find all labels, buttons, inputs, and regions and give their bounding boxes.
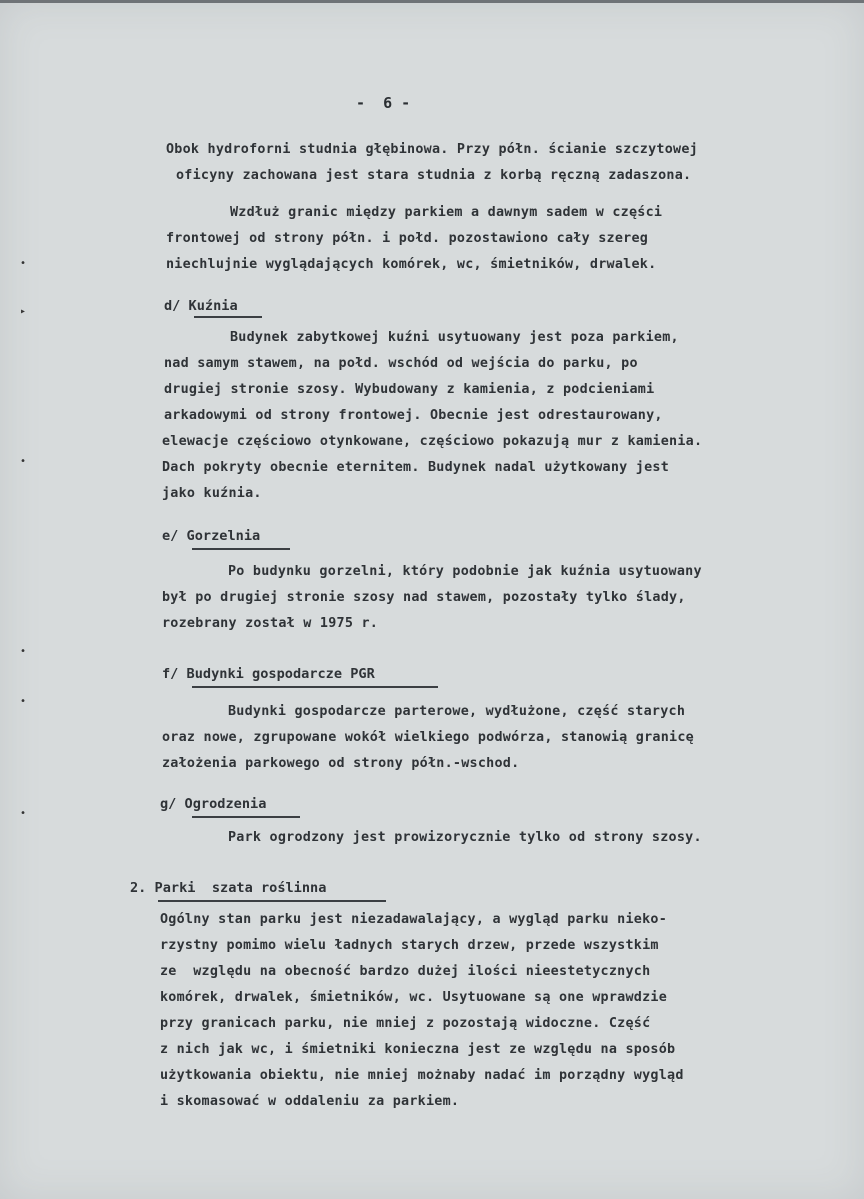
heading-underline: [192, 686, 438, 688]
section-line: oraz nowe, zgrupowane wokół wielkiego podwórza, stanowią granicę: [162, 730, 694, 745]
section-heading: e/ Gorzelnia: [162, 528, 261, 544]
section-heading: 2. Parki szata roślinna: [130, 880, 327, 896]
section-line: Ogólny stan parku jest niezadawalający, a wygląd parku nieko-: [160, 912, 668, 927]
section-line: jako kuźnia.: [162, 486, 262, 501]
intro-line: oficyny zachowana jest stara studnia z korbą ręczną zadaszona.: [176, 168, 692, 183]
margin-mark-dot: •: [20, 258, 27, 269]
margin-mark-dot: ▸: [20, 306, 27, 317]
heading-underline: [194, 316, 262, 318]
intro-line: Obok hydroforni studnia głębinowa. Przy półn. ścianie szczytowej: [166, 142, 698, 157]
section-line: użytkowania obiektu, nie mniej możnaby nadać im porządny wygląd: [160, 1068, 684, 1083]
heading-underline: [192, 548, 290, 550]
section-line: i skomasować w oddaleniu za parkiem.: [160, 1094, 460, 1109]
section-line: Po budynku gorzelni, który podobnie jak kuźnia usytuowany: [228, 564, 702, 579]
section-line: rzystny pomimo wielu ładnych starych drzew, przede wszystkim: [160, 938, 659, 953]
section-line: rozebrany został w 1975 r.: [162, 616, 379, 631]
section-line: Park ogrodzony jest prowizorycznie tylko od strony szosy.: [228, 830, 702, 845]
page-number: - 6 -: [356, 94, 411, 112]
section-line: był po drugiej stronie szosy nad stawem, pozostały tylko ślady,: [162, 590, 686, 605]
section-line: komórek, drwalek, śmietników, wc. Usytuowane są one wprawdzie: [160, 990, 668, 1005]
margin-mark-dot: •: [20, 456, 27, 467]
section-line: Budynek zabytkowej kuźni usytuowany jest poza parkiem,: [230, 330, 679, 345]
section-line: arkadowymi od strony frontowej. Obecnie jest odrestaurowany,: [164, 408, 663, 423]
heading-underline: [192, 816, 300, 818]
section-line: nad samym stawem, na połd. wschód od wejścia do parku, po: [164, 356, 638, 371]
section-heading: f/ Budynki gospodarcze PGR: [162, 666, 375, 682]
section-line: przy granicach parku, nie mniej z pozostają widoczne. Część: [160, 1016, 651, 1031]
scan-edge: [0, 0, 864, 3]
intro-line: frontowej od strony półn. i połd. pozostawiono cały szereg: [166, 231, 649, 246]
section-line: elewacje częściowo otynkowane, częściowo pokazują mur z kamienia.: [162, 434, 703, 449]
section-line: ze względu na obecność bardzo dużej ilości nieestetycznych: [160, 964, 651, 979]
section-heading: g/ Ogrodzenia: [160, 796, 267, 812]
intro-line: Wzdłuż granic między parkiem a dawnym sadem w części: [230, 205, 663, 220]
section-line: z nich jak wc, i śmietniki konieczna jest ze względu na sposób: [160, 1042, 676, 1057]
section-line: Budynki gospodarcze parterowe, wydłużone, część starych: [228, 704, 686, 719]
intro-line: niechlujnie wyglądających komórek, wc, śmietników, drwalek.: [166, 257, 657, 272]
section-heading: d/ Kuźnia: [164, 298, 238, 314]
margin-mark-dot: •: [20, 808, 27, 819]
heading-underline: [158, 900, 386, 902]
section-line: drugiej stronie szosy. Wybudowany z kamienia, z podcieniami: [164, 382, 655, 397]
section-line: założenia parkowego od strony półn.-wschod.: [162, 756, 520, 771]
margin-mark-dot: •: [20, 696, 27, 707]
section-line: Dach pokryty obecnie eternitem. Budynek nadal użytkowany jest: [162, 460, 670, 475]
margin-mark-dot: •: [20, 646, 27, 657]
